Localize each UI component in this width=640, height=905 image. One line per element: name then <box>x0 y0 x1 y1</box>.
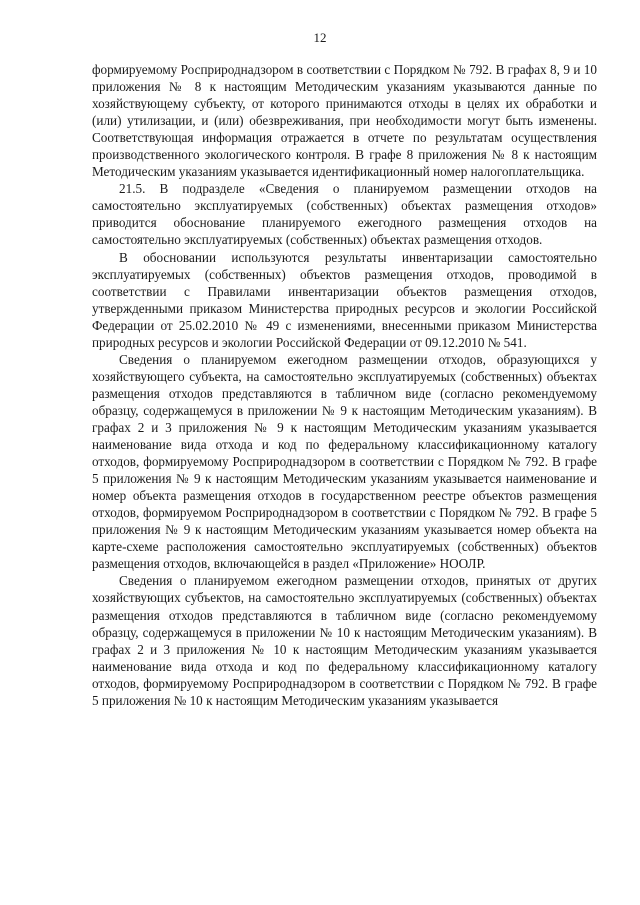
paragraph-continuation: формируемому Росприроднадзором в соответствии с Порядком № 792. В графах 8, 9 и 10 приложения № 8 к настоящим Методическим указаниям указываются данные по хозяйствующему субъекту, от которого принимаются отходы в целях их обработки и (или) утилизации, и (или) обезвреживания, при необходимости могут быть изменены. Соответствующая информация отражается в отчете по результатам осуществления производственного экологического контроля. В графе 8 приложения № 8 к настоящим Методическим указаниям указывается идентификационный номер налогоплательщика. <box>92 62 597 180</box>
page-number: 12 <box>313 30 327 45</box>
paragraph-21-5: 21.5. В подразделе «Сведения о планируемом размещении отходов на самостоятельно эксплуатируемых (собственных) объектах размещения отходов» приводится обоснование планируемого ежегодного размещения отходов на самостоятельно эксплуатируемых (собственных) объектах размещения отходов. <box>92 181 597 248</box>
paragraph-inventory-basis: В обосновании используются результаты инвентаризации самостоятельно эксплуатируемых (собственных) объектов размещения отходов, проводимой в соответствии с Правилами инвентаризации объектов размещения отходов, утвержденными приказом Министерства природных ресурсов и экологии Российской Федерации от 25.02.2010 № 49 с изменениями, внесенными приказом Министерства природных ресурсов и экологии Российской Федерации от 09.12.2010 № 541. <box>92 249 597 350</box>
body-text <box>92 61 597 709</box>
paragraph-own-waste-placement: Сведения о планируемом ежегодном размещении отходов, образующихся у хозяйствующего субъекта, на самостоятельно эксплуатируемых (собственных) объектах размещения отходов представляются в табличном виде (согласно рекомендуемому образцу, содержащемуся в приложении № 9 к настоящим Методическим указаниям). В графах 2 и 3 приложения № 9 к настоящим Методическим указаниям указывается наименование вида отхода и код по федеральному классификационному каталогу отходов, формируемому Росприроднадзором в соответствии с Порядком № 792. В графе 5 приложения № 9 к настоящим Методическим указаниям указывается наименование и номер объекта размещения отходов в государственном реестре объектов размещения отходов, формируемом Росприроднадзором в соответствии с Порядком № 792. В графе 5 приложения № 9 к настоящим Методическим указаниям указывается номер объекта на карте-схеме расположения самостоятельно эксплуатируемых (собственных) объектов размещения отходов, включающейся в раздел «Приложение» НООЛР. <box>92 351 597 572</box>
paragraph-accepted-waste-placement: Сведения о планируемом ежегодном размещении отходов, принятых от других хозяйствующих субъектов, на самостоятельно эксплуатируемых (собственных) объектах размещения отходов представляются в табличном виде (согласно рекомендуемому образцу, содержащемуся в приложении № 10 к настоящим Методическим указаниям). В графах 2 и 3 приложения № 10 к настоящим Методическим указаниям указывается наименование вида отхода и код по федеральному классификационному каталогу отходов, формируемому Росприроднадзором в соответствии с Порядком № 792. В графе 5 приложения № 10 к настоящим Методическим указаниям указывается <box>92 573 597 708</box>
